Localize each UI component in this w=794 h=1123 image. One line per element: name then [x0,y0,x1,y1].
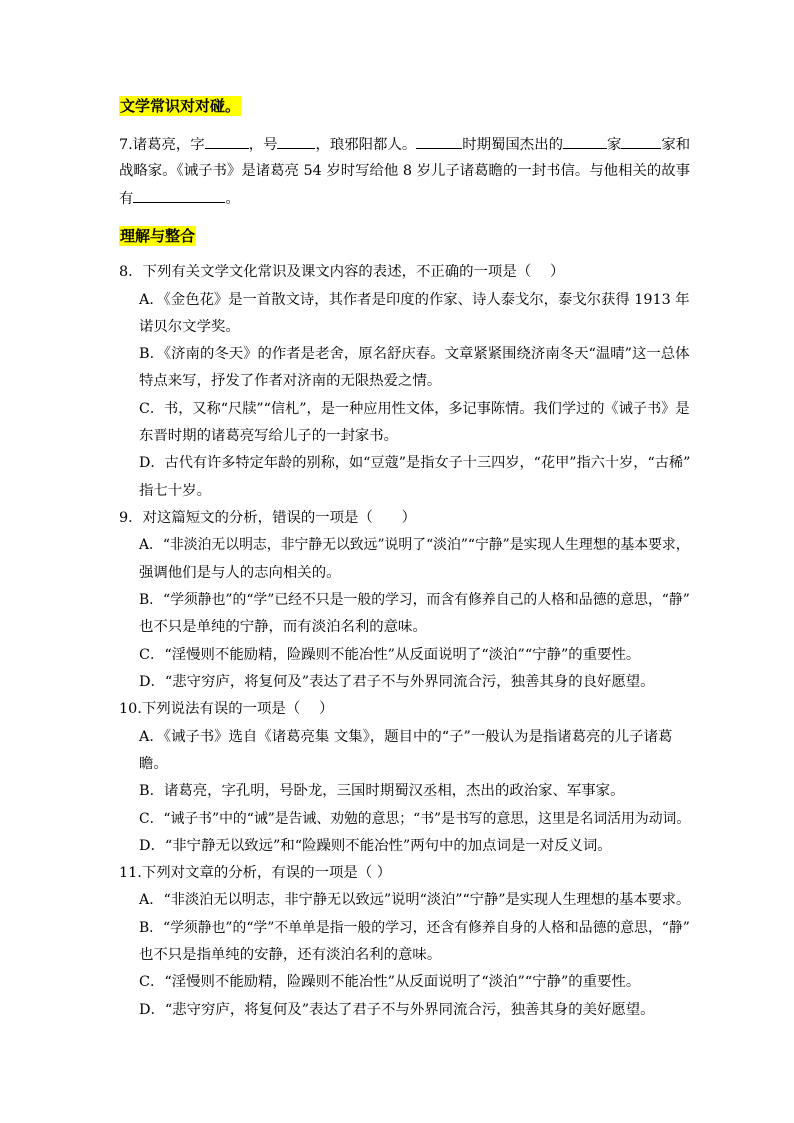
q10-option-a-cont: 瞻。 [139,756,168,772]
q7-blank-role1 [563,134,607,149]
q11-option-b: B．“学须静也”的“学”不单单是指一般的学习，还含有修养自身的人格和品德的意思，“静” [139,920,690,936]
q7-blank-hao [277,134,315,149]
q7-blank-zi [205,134,249,149]
q8-stem: 8．下列有关文学文化常识及课文内容的表述，不正确的一项是（ ） [119,264,565,280]
q9-option-a: A．“非淡泊无以明志，非宁静无以致远”说明了“淡泊”“宁静”是实现人生理想的基本要求， [139,537,690,553]
q9-option-a-cont: 强调他们是与人的志向相关的。 [139,565,341,581]
q8-option-b-cont: 特点来写，抒发了作者对济南的无限热爱之情。 [139,373,442,389]
q11-option-b-cont: 也不只是指单纯的安静，还有淡泊名利的意味。 [139,947,442,963]
q11-option-a: A．“非淡泊无以明志，非宁静无以致远”说明“淡泊”“宁静”是实现人生理想的基本要求。 [139,892,691,908]
q9-option-c: C．“淫慢则不能励精，险躁则不能冶性”从反面说明了“淡泊”“宁静”的重要性。 [139,647,641,663]
q9-option-b: B．“学须静也”的“学”已经不只是一般的学习，而含有修养自己的人格和品德的意思，“静” [139,592,690,608]
section-heading-comprehension: 理解与整合 [120,227,196,245]
q10-option-c: C．“诫子书”中的“诫”是告诫、劝勉的意思；“书”是书写的意思，这里是名词活用为动词。 [139,811,691,827]
q7-blank-stories [133,188,225,203]
q8-option-c-cont: 东晋时期的诸葛亮写给儿子的一封家书。 [139,428,399,444]
q11-option-d: D．“悲守穷庐，将复何及”表达了君子不与外界同流合污，独善其身的美好愿望。 [139,1002,655,1018]
q7-line-3: 有 。 [119,188,240,209]
q10-option-b: B．诸葛亮，字孔明，号卧龙，三国时期蜀汉丞相，杰出的政治家、军事家。 [139,783,625,799]
q9-stem: 9．对这篇短文的分析，错误的一项是（ ） [119,510,416,526]
q11-option-c: C．“淫慢则不能励精，险躁则不能冶性”从反面说明了“淡泊”“宁静”的重要性。 [139,974,641,990]
q8-option-a-cont: 诺贝尔文学奖。 [139,319,240,335]
section-heading-literature: 文学常识对对碰。 [120,97,241,115]
q8-option-b: B．《济南的冬天》的作者是老舍，原名舒庆春。文章紧紧围绕济南冬天“温晴”这一总体 [139,346,690,362]
q7-blank-era [416,134,462,149]
q7-blank-role2 [621,134,661,149]
q10-stem: 10.下列说法有误的一项是（ ） [119,701,334,717]
q8-option-a: A．《金色花》是一首散文诗，其作者是印度的作家、诗人泰戈尔，泰戈尔获得 1913 年 [139,292,690,308]
q8-option-c: C．书，又称“尺牍”“信札”，是一种应用性文体，多记事陈情。我们学过的《诫子书》是 [139,401,690,417]
q7-line-1: 7.诸葛亮，字 ，号 ，琅邪阳都人。 时期蜀国杰出的 家 家和 [119,134,690,155]
q10-option-a: A．《诫子书》选自《诸葛亮集 文集》，题目中的“子”一般认为是指诸葛亮的儿子诸葛 [139,729,673,745]
q10-option-d: D．“非宁静无以致远”和“险躁则不能冶性”两句中的加点词是一对反义词。 [139,838,612,854]
q7-line-2: 战略家。《诫子书》是诸葛亮 54 岁时写给他 8 岁儿子诸葛瞻的一封书信。与他相关的故事 [119,163,691,179]
q9-option-b-cont: 也不只是单纯的宁静，而有淡泊名利的意味。 [139,619,427,635]
q9-option-d: D．“悲守穷庐，将复何及”表达了君子不与外界同流合污，独善其身的良好愿望。 [139,674,655,690]
q11-stem: 11.下列对文章的分析，有误的一项是（ ） [119,865,392,881]
q8-option-d-cont: 指七十岁。 [139,483,211,499]
q8-option-d: D．古代有许多特定年龄的别称，如“豆蔻”是指女子十三四岁，“花甲”指六十岁，“古稀” [139,455,691,471]
